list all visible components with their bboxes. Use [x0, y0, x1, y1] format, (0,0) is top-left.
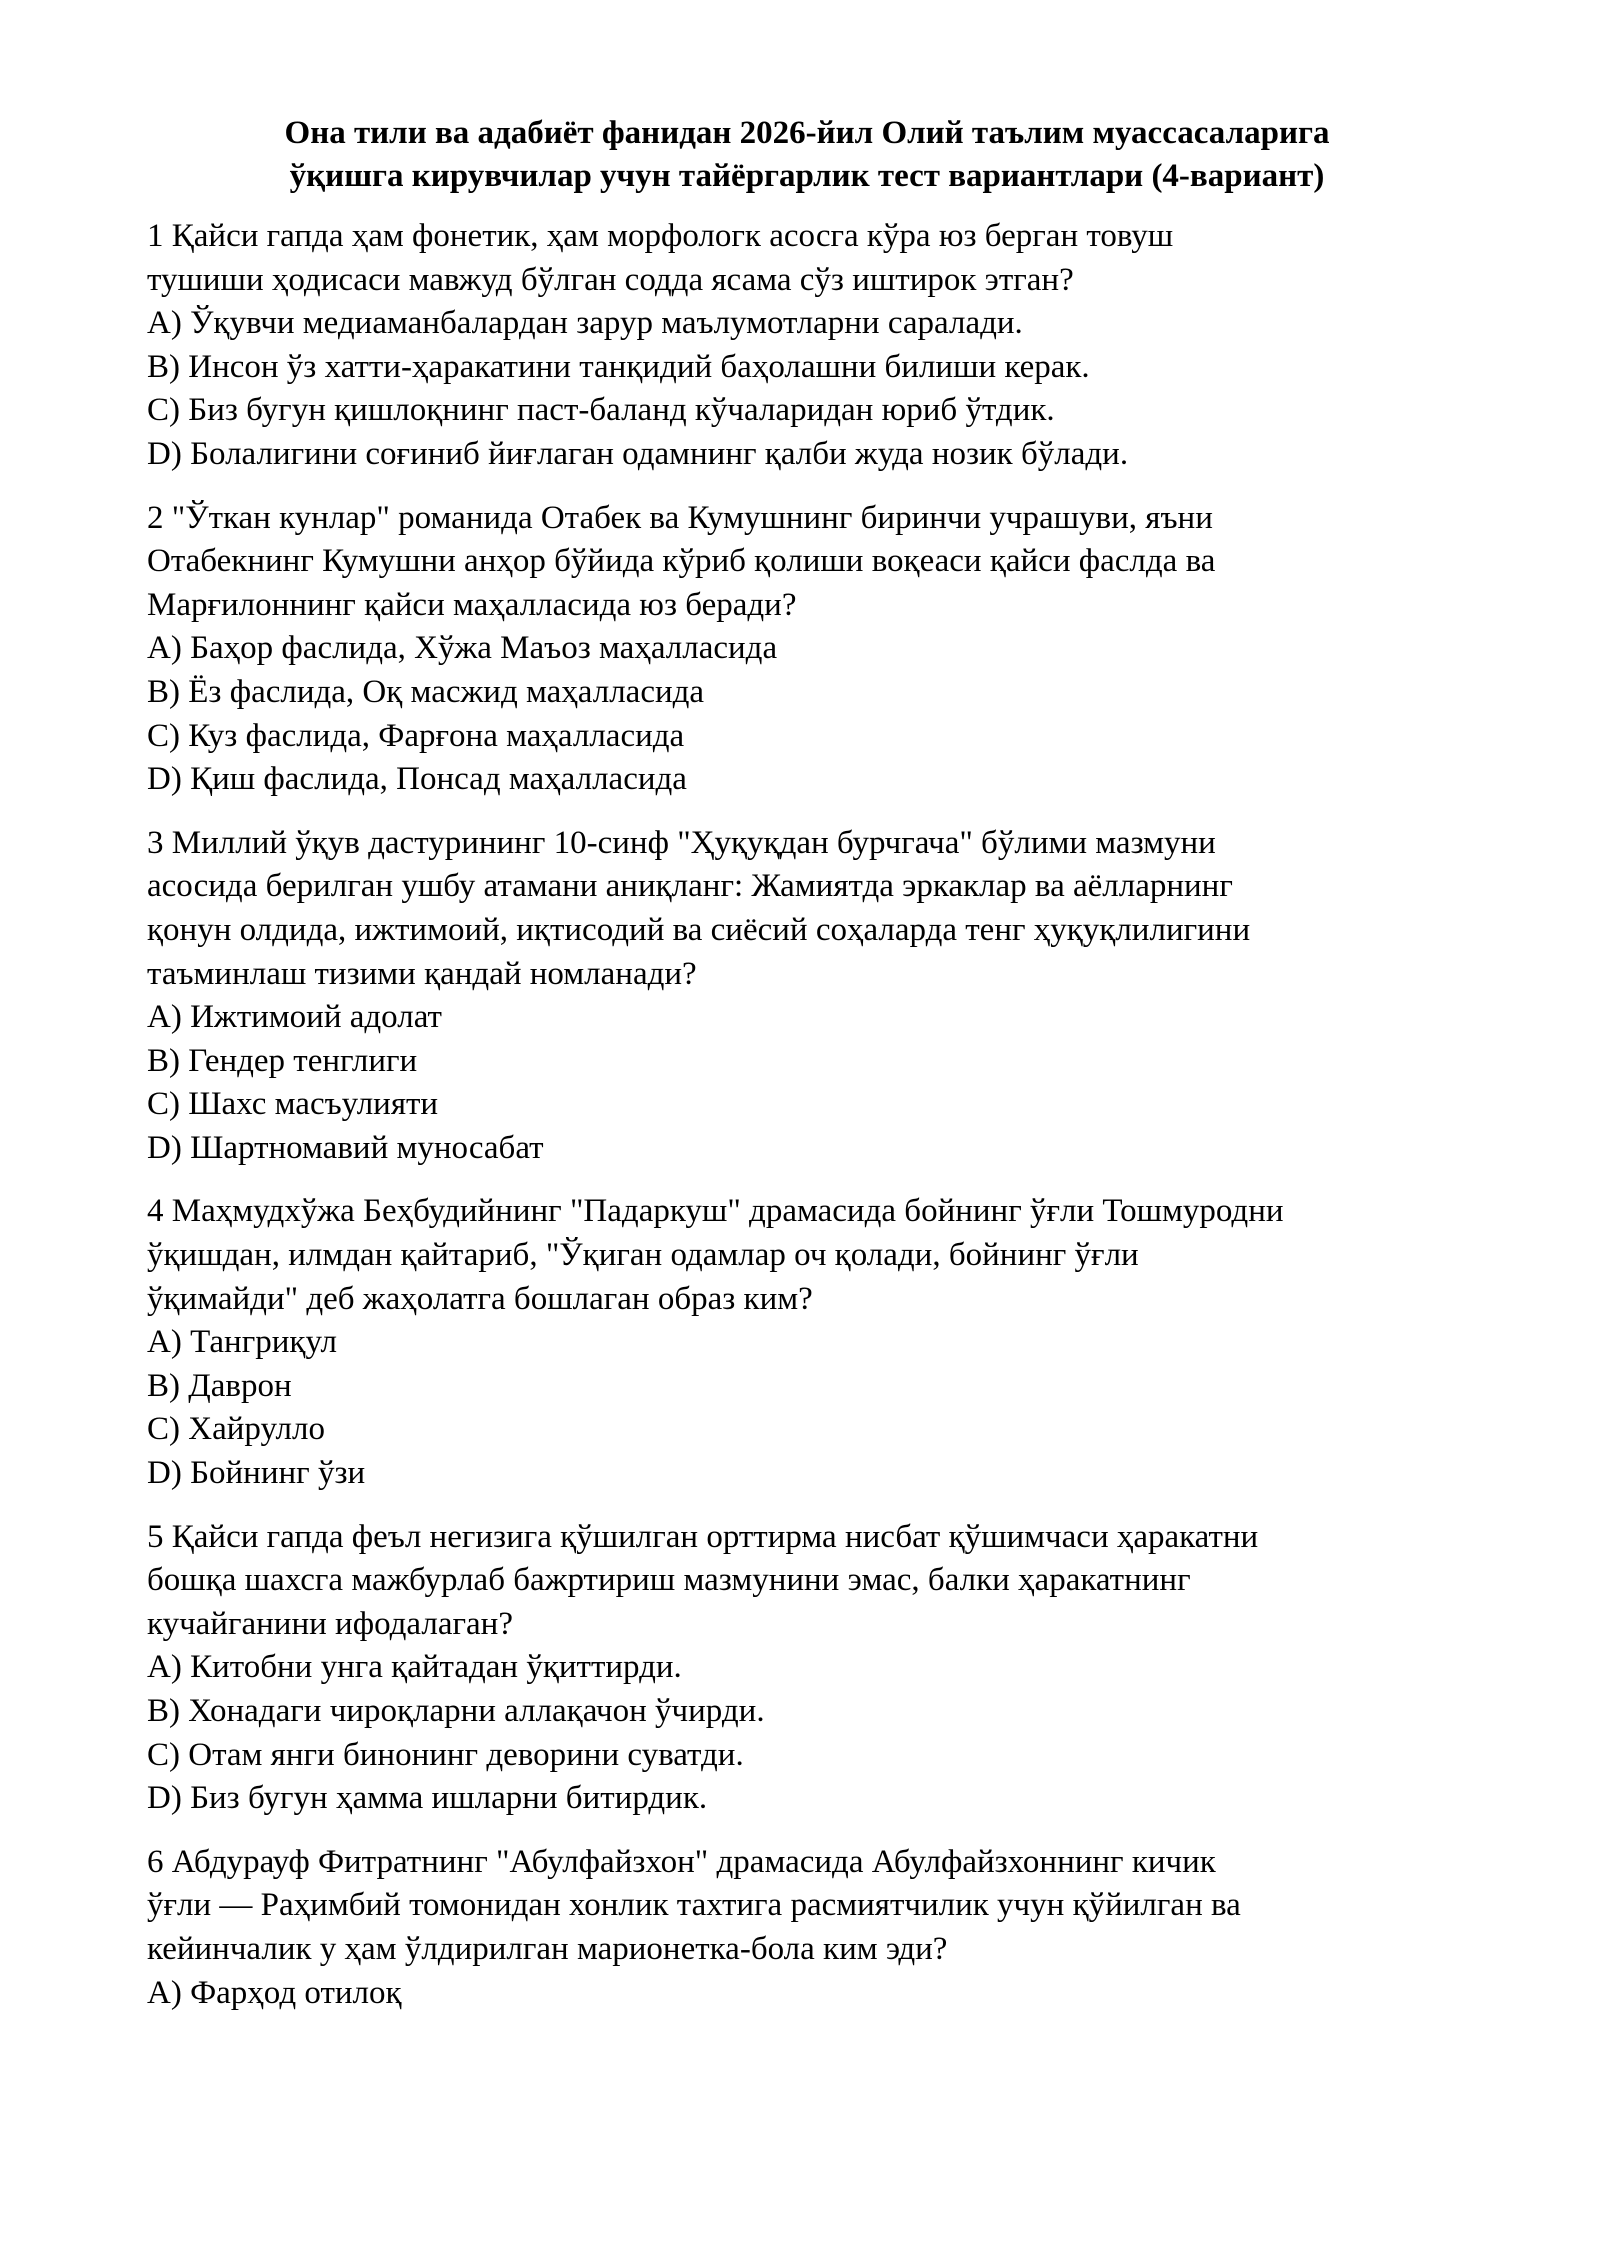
- question-line: ўқишдан, илмдан қайтариб, "Ўқиган одамлар оч қолади, бойнинг ўғли: [147, 1237, 1139, 1274]
- question-line: 6 Абдурауф Фитратнинг "Абулфайзхон" драмасида Абулфайзхоннинг кичик: [147, 1843, 1216, 1880]
- question-line: 2 "Ўткан кунлар" романида Отабек ва Кумушнинг биринчи учрашуви, яъни: [147, 499, 1213, 536]
- option-c: C) Отам янги бинонинг деворини суватди.: [147, 1736, 744, 1773]
- question-line: кейинчалик у ҳам ўлдирилган марионетка-бола ким эди?: [147, 1930, 948, 1967]
- question-line: таъминлаш тизими қандай номланади?: [147, 955, 697, 992]
- option-c: C) Куз фаслида, Фарғона маҳалласида: [147, 717, 685, 754]
- question-line: бошқа шахсга мажбурлаб бажртириш мазмунини эмас, балки ҳаракатнинг: [147, 1562, 1191, 1599]
- question-line: 3 Миллий ўқув дастурининг 10-синф "Ҳуқуқдан бурчгача" бўлими мазмуни: [147, 824, 1216, 861]
- question-text: [147, 215, 1467, 302]
- document-title: [147, 112, 1467, 198]
- option-c: C) Биз бугун қишлоқнинг паст-баланд кўчаларидан юриб ўтдик.: [147, 392, 1055, 429]
- question-line: тушиши ҳодисаси мавжуд бўлган содда ясама сўз иштирок этган?: [147, 261, 1074, 298]
- question-text: [147, 822, 1467, 996]
- question-text: [147, 1841, 1467, 1972]
- option-c: C) Хайрулло: [147, 1411, 325, 1448]
- question-text: [147, 1190, 1467, 1321]
- options-list: [147, 1646, 1467, 1820]
- option-d: D) Биз бугун ҳамма ишларни битирдик.: [147, 1780, 708, 1817]
- question-4: [147, 1190, 1467, 1495]
- question-text: [147, 1516, 1467, 1647]
- options-list: [147, 627, 1467, 801]
- question-3: [147, 822, 1467, 1171]
- option-d: D) Шартномавий муносабат: [147, 1129, 544, 1166]
- options-list: [147, 302, 1467, 476]
- options-list: [147, 1321, 1467, 1495]
- question-line: Марғилоннинг қайси маҳалласида юз беради?: [147, 586, 797, 623]
- option-a: A) Китобни унга қайтадан ўқиттирди.: [147, 1649, 682, 1686]
- option-b: B) Ёз фаслида, Оқ масжид маҳалласида: [147, 673, 705, 710]
- question-line: Отабекнинг Кумушни анҳор бўйида кўриб қолиши воқеаси қайси фаслда ва: [147, 543, 1216, 580]
- title-line-2: ўқишга кирувчилар учун тайёргарлик тест вариантлари (4-вариант): [289, 158, 1325, 194]
- option-c: C) Шахс масъулияти: [147, 1086, 439, 1123]
- question-line: 1 Қайси гапда ҳам фонетик, ҳам морфологк асосга кўра юз берган товуш: [147, 218, 1174, 254]
- option-b: B) Гендер тенглиги: [147, 1042, 418, 1079]
- option-d: D) Болалигини соғиниб йиғлаган одамнинг қалби жуда нозик бўлади.: [147, 435, 1129, 472]
- option-d: D) Бойнинг ўзи: [147, 1455, 366, 1492]
- document-page: [147, 112, 1467, 2035]
- option-a: A) Тангриқул: [147, 1324, 337, 1361]
- option-b: B) Хонадаги чироқларни аллақачон ўчирди.: [147, 1693, 765, 1729]
- question-line: асосида берилган ушбу атамани аниқланг: Жамиятда эркаклар ва аёлларнинг: [147, 868, 1233, 905]
- question-line: қонун олдида, ижтимоий, иқтисодий ва сиёсий соҳаларда тенг ҳуқуқлилигини: [147, 911, 1251, 948]
- option-b: B) Инсон ўз хатти-ҳаракатини танқидий баҳолашни билиши керак.: [147, 348, 1090, 385]
- options-list: [147, 996, 1467, 1170]
- question-line: 5 Қайси гапда феъл негизига қўшилган орттирма нисбат қўшимчаси ҳаракатни: [147, 1518, 1259, 1555]
- option-a: A) Баҳор фаслида, Хўжа Маъоз маҳалласида: [147, 630, 778, 667]
- question-5: [147, 1516, 1467, 1821]
- option-d: D) Қиш фаслида, Понсад маҳалласида: [147, 761, 687, 798]
- question-line: ўғли — Раҳимбий томонидан хонлик тахтига расмиятчилик учун қўйилган ва: [147, 1887, 1241, 1924]
- question-text: [147, 497, 1467, 628]
- question-line: ўқимайди" деб жаҳолатга бошлаган образ ким?: [147, 1280, 813, 1317]
- option-a: A) Ўқувчи медиаманбалардан зарур маълумотларни саралади.: [147, 305, 1023, 342]
- question-2: [147, 497, 1467, 802]
- question-line: 4 Маҳмудхўжа Беҳбудийнинг "Падаркуш" драмасида бойнинг ўғли Тошмуродни: [147, 1193, 1284, 1230]
- question-6: [147, 1841, 1467, 2015]
- question-1: [147, 215, 1467, 477]
- title-line-1: Она тили ва адабиёт фанидан 2026-йил Олий таълим муассасаларига: [284, 115, 1330, 151]
- option-a: A) Фарҳод отилоқ: [147, 1974, 402, 2011]
- options-list: [147, 1972, 1467, 2016]
- option-b: B) Даврон: [147, 1367, 292, 1404]
- option-a: A) Ижтимоий адолат: [147, 999, 442, 1036]
- question-line: кучайганини ифодалаган?: [147, 1605, 513, 1642]
